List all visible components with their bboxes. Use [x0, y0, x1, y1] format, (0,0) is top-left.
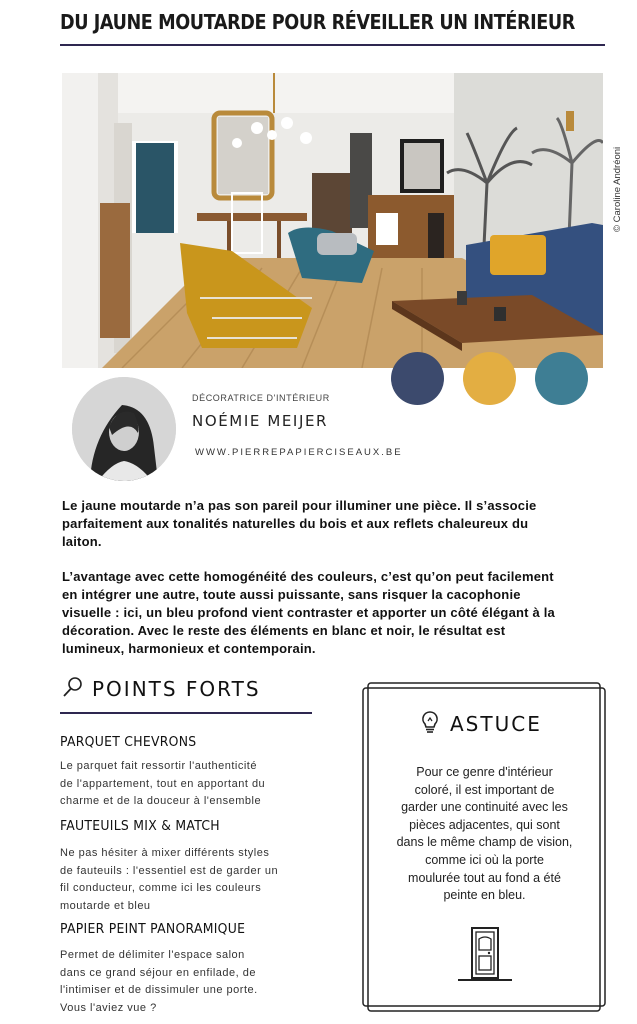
- intro-paragraph-1: Le jaune moutarde n’a pas son pareil pour illuminer une pièce. Il s’associe parfaitement aux tonalités naturelles du bois et aux reflets chaleureux du laiton.: [62, 498, 537, 549]
- points-forts-divider: [60, 712, 312, 714]
- feature-heading-papier-peint: PAPIER PEINT PANORAMIQUE: [60, 921, 246, 937]
- astuce-text: Pour ce genre d'intérieur coloré, il est important de garder une continuité avec les pièces adjacentes, qui sont dans le même champ de vision, comme ici où la porte moulurée tout au fond a été peinte en bleu.: [396, 765, 573, 903]
- color-swatch-mustard: [463, 352, 516, 405]
- magnifier-icon: [62, 676, 84, 702]
- designer-website[interactable]: WWW.PIERREPAPIERCISEAUX.BE: [195, 447, 403, 458]
- astuce-heading: ASTUCE: [420, 710, 542, 738]
- title-divider: [60, 44, 605, 46]
- interior-photo: [62, 73, 603, 368]
- color-swatch-navy: [391, 352, 444, 405]
- feature-text-papier-peint: Permet de délimiter l'espace salon dans ce grand séjour en enfilade, de l'intimiser et de dissimuler une porte. Vous l'aviez vue ?: [60, 949, 258, 1014]
- feature-text-fauteuils: Ne pas hésiter à mixer différents styles de fauteuils : l'essentiel est de garder un fil conducteur, comme ici les couleurs moutarde et bleu: [60, 847, 279, 912]
- designer-name: NOÉMIE MEIJER: [192, 412, 329, 430]
- feature-heading-parquet: PARQUET CHEVRONS: [60, 734, 197, 750]
- designer-avatar: [72, 377, 176, 481]
- points-forts-heading: POINTS FORTS: [62, 676, 261, 702]
- lightbulb-icon: [420, 710, 440, 738]
- designer-role: DÉCORATRICE D'INTÉRIEUR: [192, 393, 330, 403]
- intro-paragraph-2: L’avantage avec cette homogénéité des couleurs, c’est qu’on peut facilement en intégrer une autre, toute aussi puissante, sans risquer la cacophonie visuelle : ici, un bleu profond vient contraster et apporter un côté élégant à la décoration. Avec le reste des éléments en blanc et noir, le résultat est lumineux, harmonieux et contemporain.: [62, 569, 555, 656]
- feature-text-parquet: Le parquet fait ressortir l'authenticité de l'appartement, tout en apportant du charme et de la douceur à l'ensemble: [60, 760, 266, 807]
- page-title: DU JAUNE MOUTARDE POUR RÉVEILLER UN INTÉRIEUR: [60, 10, 575, 34]
- color-swatch-teal: [535, 352, 588, 405]
- photo-credit: © Caroline Andréoni: [612, 146, 623, 232]
- feature-heading-fauteuils: FAUTEUILS MIX & MATCH: [60, 818, 220, 834]
- door-icon: [456, 926, 514, 982]
